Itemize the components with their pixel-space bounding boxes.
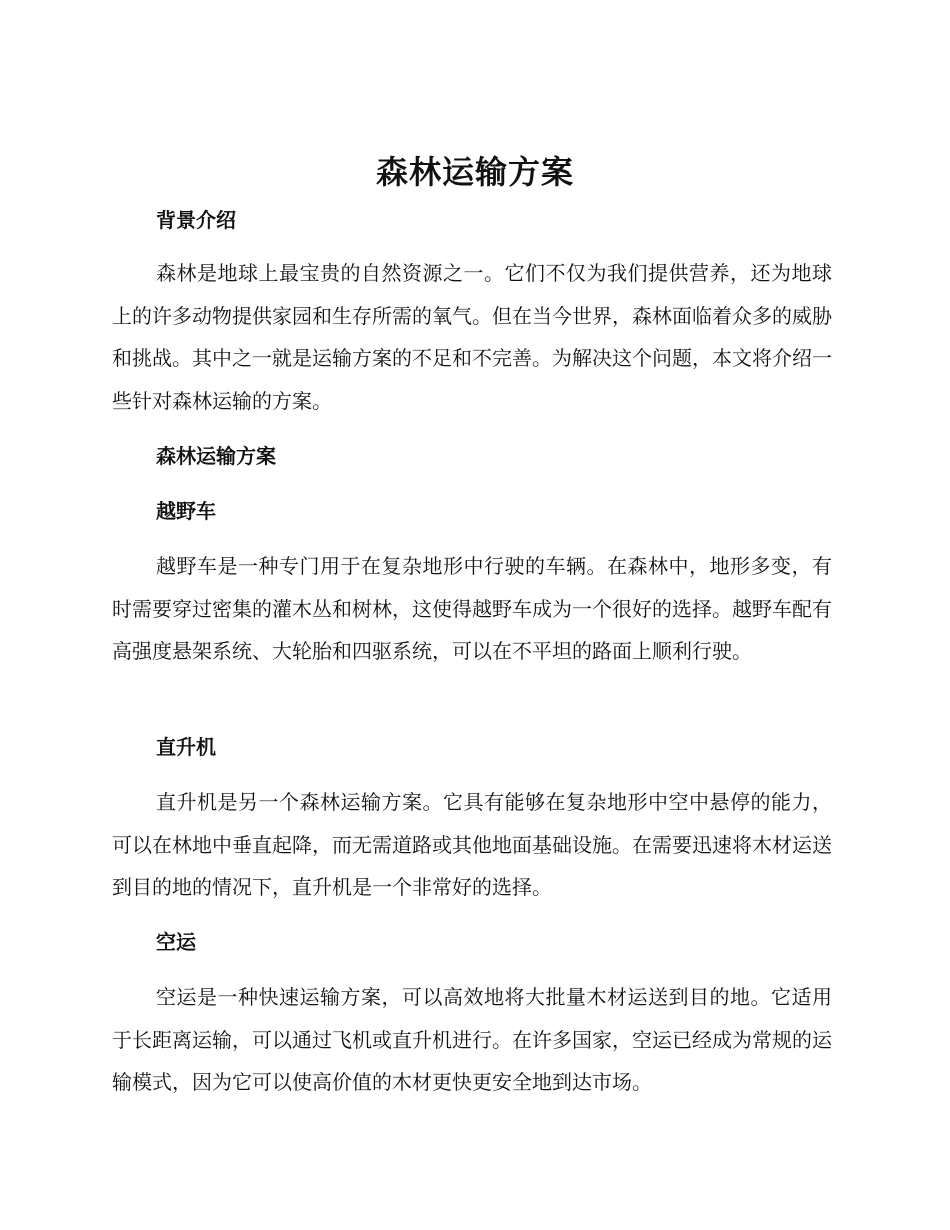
page-title: 森林运输方案 <box>375 153 574 191</box>
section-paragraph-background: 森林是地球上最宝贵的自然资源之一。它们不仅为我们提供营养，还为地球上的许多动物提供家园和生存所需的氧气。但在当今世界，森林面临着众多的威胁和挑战。其中之一就是运输方案的不足和不完善。为解决这个问题，本文将介绍一些针对森林运输的方案。 <box>112 261 832 413</box>
section-heading-transport-plan: 森林运输方案 <box>156 444 276 468</box>
section-paragraph-helicopter: 直升机是另一个森林运输方案。它具有能够在复杂地形中空中悬停的能力，可以在林地中垂直起降，而无需道路或其他地面基础设施。在需要迅速将木材运送到目的地的情况下，直升机是一个非常好的选择。 <box>112 790 832 899</box>
section-paragraph-air-transport: 空运是一种快速运输方案，可以高效地将大批量木材运送到目的地。它适用于长距离运输，可以通过飞机或直升机进行。在许多国家，空运已经成为常规的运输模式，因为它可以使高价值的木材更快更安全地到达市场。 <box>112 985 832 1094</box>
section-heading-air-transport: 空运 <box>156 930 196 954</box>
section-paragraph-offroad-vehicle: 越野车是一种专门用于在复杂地形中行驶的车辆。在森林中，地形多变，有时需要穿过密集的灌木丛和树林，这使得越野车成为一个很好的选择。越野车配有高强度悬架系统、大轮胎和四驱系统，可以在不平坦的路面上顺利行驶。 <box>112 554 832 663</box>
section-heading-offroad-vehicle: 越野车 <box>156 499 216 523</box>
section-heading-background: 背景介绍 <box>156 208 236 232</box>
section-heading-helicopter: 直升机 <box>156 735 216 759</box>
